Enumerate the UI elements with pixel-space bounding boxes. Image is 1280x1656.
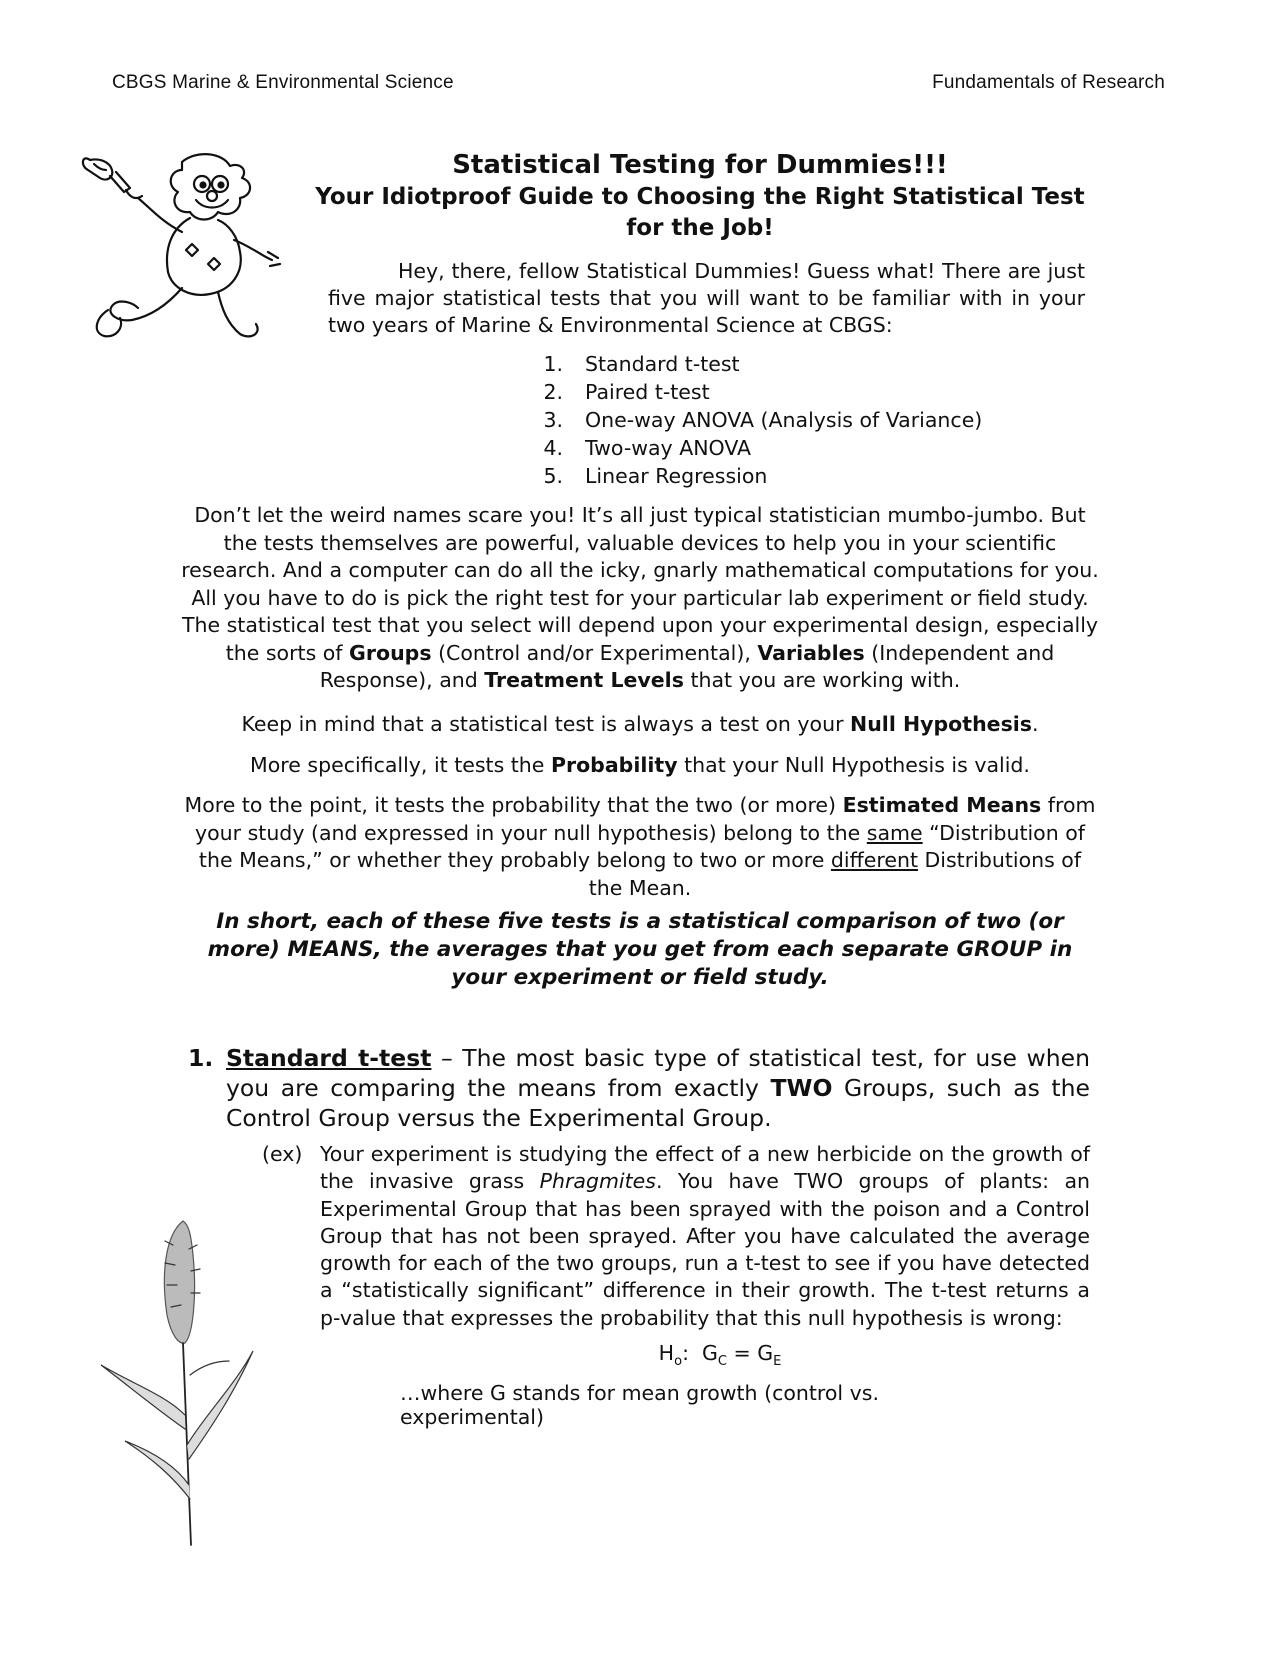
list-item: 4. Two-way ANOVA: [543, 436, 752, 460]
tests-list: [523, 350, 982, 490]
section-title: Standard t-test: [226, 1044, 432, 1072]
intro-paragraph: Hey, there, fellow Statistical Dummies! Guess what! There are just five major statistical tests that you will want to be familiar with in your two years of Marine & Environmental Science at CBGS:: [328, 259, 1085, 337]
list-item: 2. Paired t-test: [543, 380, 710, 404]
summary-paragraph: In short, each of these five tests is a statistical comparison of two (or more) MEANS, the averages that you get from each separate GROUP in your experiment or field study.: [207, 909, 1073, 990]
null-hypothesis-formula: $H_o$: $G_C = G_E$: [658, 1341, 782, 1370]
design-paragraph: Don’t let the weird names scare you! It’s all just typical statistician mumbo-jumbo. But the tests themselves are powerful, valuable devices to help you in your scientific research. And a computer can do all the icky, gnarly mathematical computations for you. All you have to do is pick the right test for your particular lab experiment or field study. The statistical test that you select will depend upon your experimental design, especially the sorts of Groups (Control and/or Experimental), Variables (Independent and Response), and Treatment Levels that you are working with.: [181, 503, 1099, 692]
page-title: Statistical Testing for Dummies!!!: [452, 150, 948, 180]
header-right: Fundamentals of Research: [932, 72, 1165, 93]
example-paragraph: (ex) Your experiment is studying the effect of a new herbicide on the growth of the invasive grass Phragmites. You have TWO groups of plants: an Experimental Group that has been sprayed with the poison and a Control Group that has not been sprayed. After you have calculated the average growth for each of the two groups, run a t-test to see if you have detected a “statistically significant” difference in their growth. The t-test returns a p-value that expresses the probability that this null hypothesis is wrong:: [262, 1142, 1090, 1330]
header-left: CBGS Marine & Environmental Science: [112, 72, 454, 93]
phragmites-illustration: [95, 1215, 275, 1555]
list-item: 3. One-way ANOVA (Analysis of Variance): [543, 408, 983, 432]
list-item: 5. Linear Regression: [543, 464, 768, 488]
means-paragraph: More to the point, it tests the probability that the two (or more) Estimated Means from your study (and expressed in your null hypothesis) belong to the same “Distribution of the Means,” or whether they probably belong to two or more different Distributions of the Mean.: [184, 793, 1096, 900]
page-subtitle: Your Idiotproof Guide to Choosing the Right Statistical Test for the Job!: [315, 184, 1085, 241]
null-hypothesis-paragraph: Keep in mind that a statistical test is always a test on your Null Hypothesis.: [241, 712, 1039, 736]
clown-illustration: [72, 148, 292, 348]
formula-explanation: …where G stands for mean growth (control vs. experimental): [400, 1381, 879, 1429]
probability-paragraph: More specifically, it tests the Probability that your Null Hypothesis is valid.: [250, 753, 1030, 777]
section-standard-t-test: 1. Standard t-test – The most basic type of statistical test, for use when you are comparing the means from exactly TWO Groups, such as the Control Group versus the Experimental Group.: [188, 1044, 1090, 1132]
section-number: 1.: [188, 1044, 214, 1072]
list-item: 1. Standard t-test: [543, 352, 740, 376]
example-label: (ex): [262, 1142, 303, 1166]
